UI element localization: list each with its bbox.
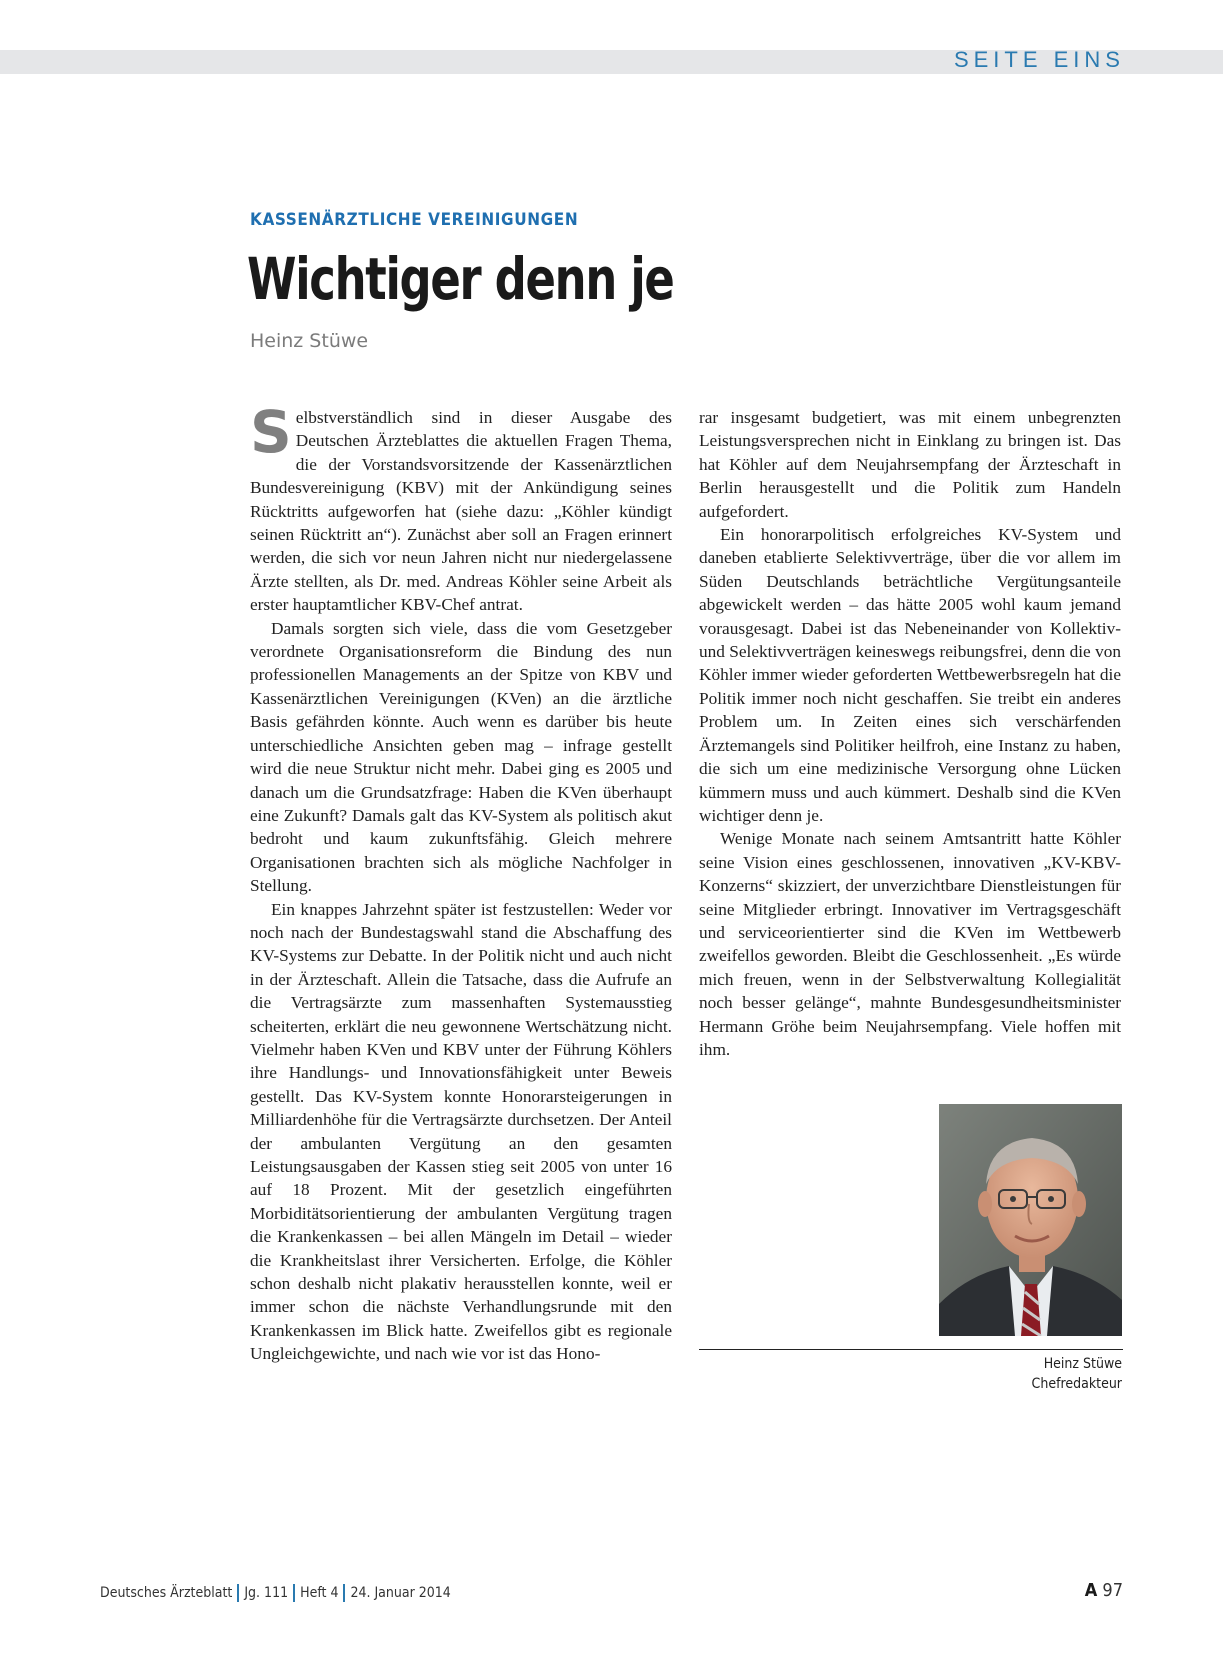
page-number (1085, 1580, 1123, 1601)
footer-issue: Heft 4 (300, 1585, 339, 1601)
caption-role: Chefredakteur (1031, 1376, 1122, 1392)
section-label: SEITE EINS (953, 47, 1125, 72)
author-photo (939, 1104, 1122, 1336)
footer-volume: Jg. 111 (244, 1585, 289, 1601)
caption-name: Heinz Stüwe (1043, 1356, 1122, 1372)
article-author: Heinz Stüwe (250, 330, 369, 352)
paragraph: Ein knappes Jahrzehnt später ist festzustellen: Weder vor noch nach der Bundestagswahl stand die Abschaffung des KV-Systems zur Debatte. In der Politik nicht und auch nicht in der Ärzteschaft. Allein die Tatsache, dass die Aufrufe an die Vertragsärzte zum massenhaften Systemausstieg scheiterten, erklärt die neu gewonnene Wertschätzung nicht. Vielmehr haben KVen und KBV unter der Führung Köhlers ihre Handlungs- und Innovationsfähigkeit unter Beweis gestellt. Das KV-System konnte Honorarsteigerungen in Milliardenhöhe für die Vertragsärzte durchsetzen. Der Anteil der ambulanten Vergütung an den gesamten Leistungsausgaben der Kassen stieg seit 2005 von unter 16 auf 18 Prozent. Mit der gesetzlich eingeführten Morbiditätsorientierung der ambulanten Vergütung tragen die Krankenkassen – bei allen Mängeln im Detail – wieder die Krankheitslast ihrer Versicherten. Erfolge, die Köhler schon deshalb nicht plakativ herausstellen konnte, weil er immer schon die nächste Verhandlungsrunde mit den Krankenkassen im Blick hatte. Zweifellos gibt es regionale Ungleichgewichte, und nach wie vor ist das Hono- (250, 899, 672, 1364)
footer-date: 24. Januar 2014 (350, 1585, 451, 1601)
footer-publication: Deutsches Ärzteblatt (100, 1585, 233, 1601)
caption-divider (699, 1349, 1123, 1350)
page-number-value: 97 (1102, 1580, 1123, 1601)
paragraph: rar insgesamt budgetiert, was mit einem unbegrenzten Leistungsversprechen nicht in Einklang zu bringen ist. Das hat Köhler auf dem Neujahrsempfang der Ärzteschaft in Berlin herausgestellt und die Politik zum Handeln aufgefordert. (699, 408, 1121, 521)
article-column-left (250, 398, 672, 1366)
paragraph: Ein honorarpolitisch erfolgreiches KV-System und daneben etablierte Selektivverträge, über die vor allem im Süden Deutschlands beträchtliche Vergütungsanteile abgewickelt werden – das hätte 2005 wohl kaum jemand vorausgesagt. Dabei ist das Nebeneinander von Kollektiv- und Selektivverträgen keineswegs reibungsfrei, denn die von Köhler immer wieder geforderten Wettbewerbsregeln hat die Politik immer noch nicht geschaffen. Sie treibt ein anderes Problem um. In Zeiten eines sich verschärfenden Ärztemangels sind Politiker heilfroh, eine Instanz zu haben, die sich um eine medizinische Versorgung ohne Lücken kümmern muss und auch kümmert. Deshalb sind die KVen wichtiger denn je. (699, 525, 1121, 825)
footer-separator (293, 1584, 295, 1602)
page-letter: A (1084, 1580, 1098, 1601)
article-column-right (699, 406, 1121, 1061)
paragraph: Wenige Monate nach seinem Amtsantritt hatte Köhler seine Vision eines geschlossenen, innovativen „KV-KBV-Konzerns“ skizziert, der unverzichtbare Dienstleistungen für seine Mitglieder erbringt. Innovativer im Vertragsgeschäft und serviceorientierter sind die KVen im Wettbewerb zweifellos geworden. Bleibt die Geschlossenheit. „Es würde mich freuen, wenn in der Selbstverwaltung Kollegialität noch besser gelänge“, mahnte Bundesgesundheitsminister Hermann Gröhe beim Neujahrsempfang. Viele hoffen mit ihm. (699, 829, 1121, 1059)
footer-separator (237, 1584, 239, 1602)
paragraph-text: elbstverständlich sind in dieser Ausgabe des Deutschen Ärzteblattes die aktuellen Fragen Thema, die der Vorstandsvorsitzende der Kassenärztlichen Bundesvereinigung (KBV) mit der Ankündigung seines Rücktritts aufgeworfen hat (siehe dazu: „Köhler kündigt seinen Rücktritt an“). Zunächst aber soll an Fragen erinnert werden, die sich vor neun Jahren nicht nur niedergelassene Ärzte stellten, als Dr. med. Andreas Köhler seine Arbeit als erster hauptamtlicher KBV-Chef antrat. (250, 408, 672, 615)
footer-separator (343, 1584, 345, 1602)
article-kicker: KASSENÄRZTLICHE VEREINIGUNGEN (250, 210, 579, 230)
article-title: Wichtiger denn je (247, 245, 674, 313)
paragraph (250, 398, 672, 617)
drop-cap: S (250, 398, 292, 466)
paragraph: Damals sorgten sich viele, dass die vom Gesetzgeber verordnete Organisationsreform die Bindung des nun professionellen Managements an der Spitze von KBV und Kassenärztlichen Vereinigungen (KVen) an die ärztliche Basis gefährden könnte. Auch wenn es darüber bis heute unterschiedliche Ansichten geben mag – infrage gestellt wird die neue Struktur nicht mehr. Dabei ging es 2005 und danach um die Grundsatzfrage: Haben die KVen überhaupt eine Zukunft? Damals galt das KV-System als politisch akut bedroht und kaum zukunftsfähig. Gleich mehrere Organisationen brachten sich als mögliche Nachfolger in Stellung. (250, 618, 672, 896)
footer-citation (100, 1584, 451, 1602)
photo-caption (1032, 1354, 1122, 1394)
